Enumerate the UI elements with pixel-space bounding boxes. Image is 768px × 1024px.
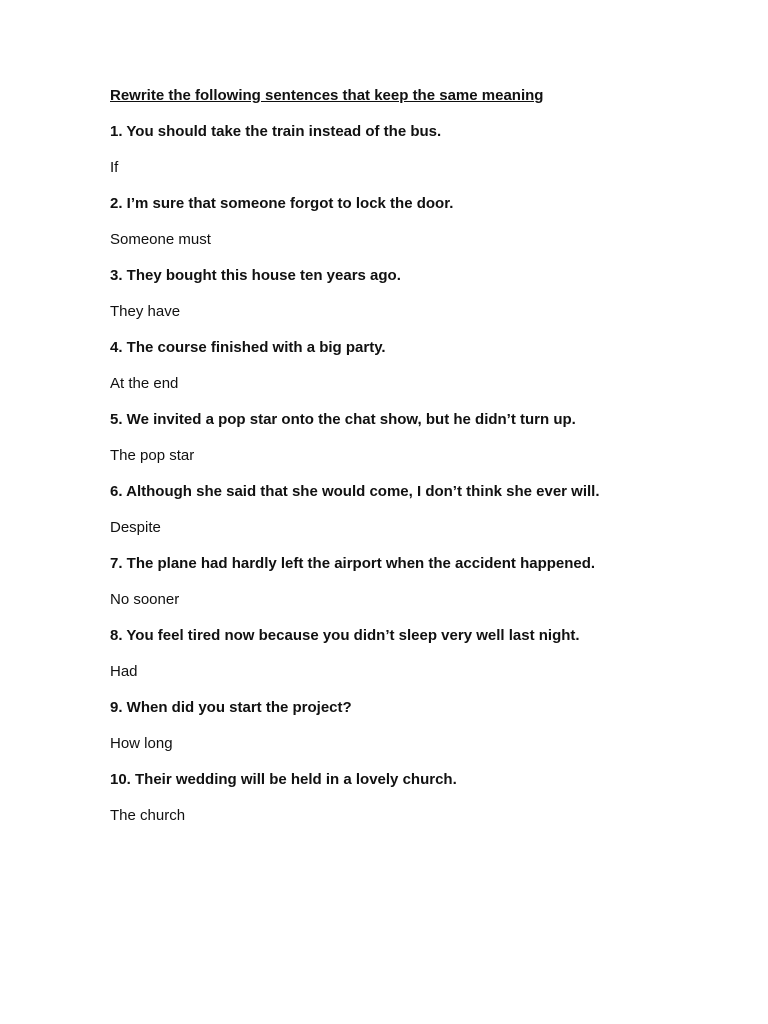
exercise-question: 1. You should take the train instead of the bus. (110, 123, 442, 140)
exercise-prompt: At the end (110, 375, 179, 392)
exercise-item-2 (110, 194, 730, 250)
exercise-question: 7. The plane had hardly left the airport when the accident happened. (110, 555, 596, 572)
exercise-question: 4. The course finished with a big party. (110, 339, 386, 356)
exercise-item-8 (110, 626, 730, 682)
exercise-question: 9. When did you start the project? (110, 699, 352, 716)
exercise-item-10 (110, 770, 730, 826)
exercise-prompt: They have (110, 303, 181, 320)
exercise-prompt: How long (110, 735, 173, 752)
exercise-prompt: The church (110, 807, 186, 824)
exercise-question: 6. Although she said that she would come, I don’t think she ever will. (110, 483, 600, 500)
exercise-item-4 (110, 338, 730, 394)
worksheet-page (110, 86, 730, 842)
exercise-question: 3. They bought this house ten years ago. (110, 267, 401, 284)
worksheet-title: Rewrite the following sentences that keep the same meaning (110, 87, 544, 104)
exercise-prompt: The pop star (110, 447, 195, 464)
exercise-item-9 (110, 698, 730, 754)
exercise-prompt: Someone must (110, 231, 211, 248)
exercise-question: 2. I’m sure that someone forgot to lock the door. (110, 195, 454, 212)
exercise-item-7 (110, 554, 730, 610)
exercise-prompt: If (110, 159, 119, 176)
exercise-question: 10. Their wedding will be held in a lovely church. (110, 771, 457, 788)
exercise-prompt: No sooner (110, 591, 180, 608)
exercise-question: 5. We invited a pop star onto the chat show, but he didn’t turn up. (110, 411, 576, 428)
exercise-item-3 (110, 266, 730, 322)
exercise-item-1 (110, 122, 730, 178)
exercise-prompt: Despite (110, 519, 161, 536)
exercise-prompt: Had (110, 663, 138, 680)
exercise-item-5 (110, 410, 730, 466)
exercise-item-6 (110, 482, 730, 538)
exercise-question: 8. You feel tired now because you didn’t sleep very well last night. (110, 627, 580, 644)
